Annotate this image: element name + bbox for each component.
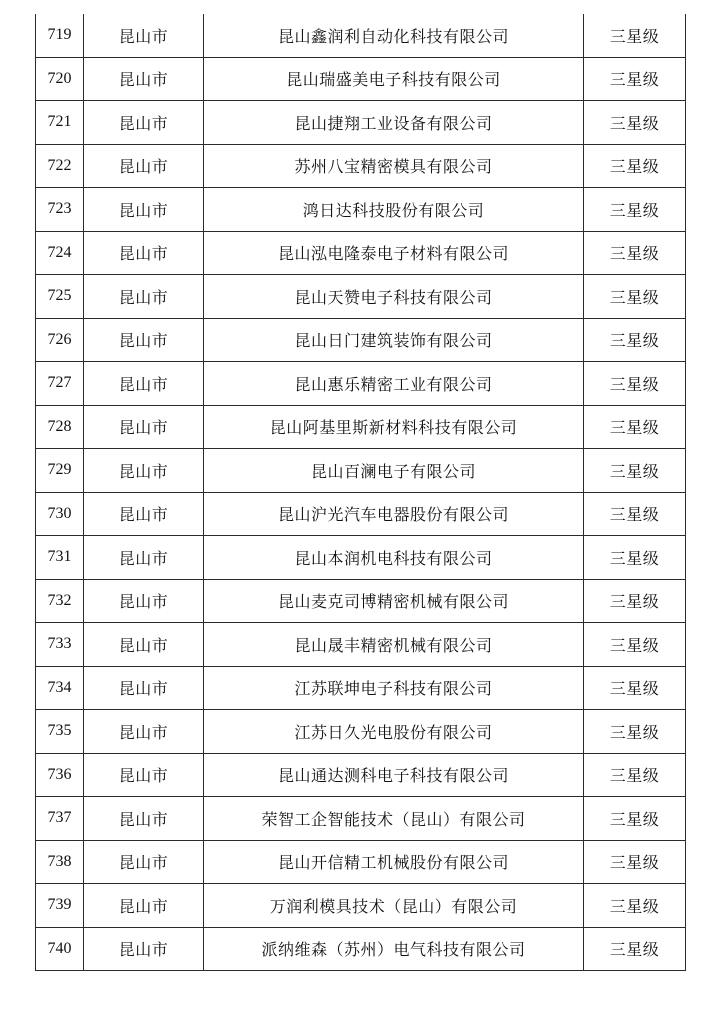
star-level-cell: 三星级 [584,449,686,493]
table-row [36,449,686,493]
star-level-cell: 三星级 [584,231,686,275]
city-cell: 昆山市 [84,318,204,362]
star-level-cell: 三星级 [584,188,686,232]
table-row [36,797,686,841]
table-row [36,275,686,319]
row-number: 720 [36,57,84,101]
city-cell: 昆山市 [84,666,204,710]
company-name-cell: 昆山本润机电科技有限公司 [204,536,584,580]
table-row [36,623,686,667]
city-cell: 昆山市 [84,231,204,275]
table-row [36,101,686,145]
company-name-cell: 江苏日久光电股份有限公司 [204,710,584,754]
table-row [36,536,686,580]
star-level-cell: 三星级 [584,14,686,57]
row-number: 739 [36,884,84,928]
table-row [36,362,686,406]
city-cell: 昆山市 [84,840,204,884]
company-name-cell: 苏州八宝精密模具有限公司 [204,144,584,188]
company-name-cell: 昆山百澜电子有限公司 [204,449,584,493]
row-number: 737 [36,797,84,841]
table-row [36,188,686,232]
company-name-cell: 昆山捷翔工业设备有限公司 [204,101,584,145]
star-level-cell: 三星级 [584,318,686,362]
table-row [36,666,686,710]
table-row [36,231,686,275]
star-level-cell: 三星级 [584,884,686,928]
row-number: 727 [36,362,84,406]
company-name-cell: 江苏联坤电子科技有限公司 [204,666,584,710]
city-cell: 昆山市 [84,405,204,449]
company-name-cell: 昆山阿基里斯新材料科技有限公司 [204,405,584,449]
star-level-cell: 三星级 [584,101,686,145]
table-row [36,492,686,536]
star-level-cell: 三星级 [584,275,686,319]
table-row [36,753,686,797]
city-cell: 昆山市 [84,927,204,971]
star-level-cell: 三星级 [584,57,686,101]
row-number: 734 [36,666,84,710]
company-name-cell: 昆山惠乐精密工业有限公司 [204,362,584,406]
city-cell: 昆山市 [84,492,204,536]
row-number: 719 [36,14,84,57]
row-number: 732 [36,579,84,623]
row-number: 730 [36,492,84,536]
city-cell: 昆山市 [84,753,204,797]
enterprise-list-table-container [35,14,685,971]
row-number: 723 [36,188,84,232]
city-cell: 昆山市 [84,14,204,57]
table-row [36,405,686,449]
company-name-cell: 昆山瑞盛美电子科技有限公司 [204,57,584,101]
star-level-cell: 三星级 [584,710,686,754]
row-number: 736 [36,753,84,797]
company-name-cell: 昆山沪光汽车电器股份有限公司 [204,492,584,536]
city-cell: 昆山市 [84,101,204,145]
company-name-cell: 鸿日达科技股份有限公司 [204,188,584,232]
star-level-cell: 三星级 [584,362,686,406]
star-level-cell: 三星级 [584,753,686,797]
city-cell: 昆山市 [84,275,204,319]
star-level-cell: 三星级 [584,579,686,623]
row-number: 726 [36,318,84,362]
city-cell: 昆山市 [84,536,204,580]
city-cell: 昆山市 [84,579,204,623]
table-row [36,927,686,971]
row-number: 725 [36,275,84,319]
company-name-cell: 荣智工企智能技术（昆山）有限公司 [204,797,584,841]
company-name-cell: 昆山泓电隆泰电子材料有限公司 [204,231,584,275]
row-number: 738 [36,840,84,884]
city-cell: 昆山市 [84,884,204,928]
city-cell: 昆山市 [84,144,204,188]
star-level-cell: 三星级 [584,144,686,188]
city-cell: 昆山市 [84,362,204,406]
row-number: 740 [36,927,84,971]
row-number: 721 [36,101,84,145]
table-row [36,318,686,362]
table-row [36,884,686,928]
table-row [36,579,686,623]
star-level-cell: 三星级 [584,405,686,449]
company-name-cell: 昆山天赞电子科技有限公司 [204,275,584,319]
star-level-cell: 三星级 [584,666,686,710]
city-cell: 昆山市 [84,710,204,754]
table-row [36,840,686,884]
company-name-cell: 昆山晟丰精密机械有限公司 [204,623,584,667]
row-number: 724 [36,231,84,275]
row-number: 728 [36,405,84,449]
star-level-cell: 三星级 [584,840,686,884]
star-level-cell: 三星级 [584,492,686,536]
row-number: 722 [36,144,84,188]
table-row [36,57,686,101]
city-cell: 昆山市 [84,797,204,841]
company-name-cell: 昆山鑫润利自动化科技有限公司 [204,14,584,57]
star-level-cell: 三星级 [584,797,686,841]
table-body [36,14,686,971]
company-name-cell: 昆山开信精工机械股份有限公司 [204,840,584,884]
table-row [36,710,686,754]
company-name-cell: 昆山通达测科电子科技有限公司 [204,753,584,797]
company-name-cell: 昆山麦克司博精密机械有限公司 [204,579,584,623]
row-number: 729 [36,449,84,493]
company-name-cell: 派纳维森（苏州）电气科技有限公司 [204,927,584,971]
table-row [36,144,686,188]
enterprise-list-table [35,14,686,971]
company-name-cell: 昆山日门建筑装饰有限公司 [204,318,584,362]
row-number: 733 [36,623,84,667]
city-cell: 昆山市 [84,623,204,667]
star-level-cell: 三星级 [584,536,686,580]
row-number: 735 [36,710,84,754]
star-level-cell: 三星级 [584,623,686,667]
table-row [36,14,686,57]
city-cell: 昆山市 [84,449,204,493]
star-level-cell: 三星级 [584,927,686,971]
city-cell: 昆山市 [84,188,204,232]
company-name-cell: 万润利模具技术（昆山）有限公司 [204,884,584,928]
row-number: 731 [36,536,84,580]
city-cell: 昆山市 [84,57,204,101]
